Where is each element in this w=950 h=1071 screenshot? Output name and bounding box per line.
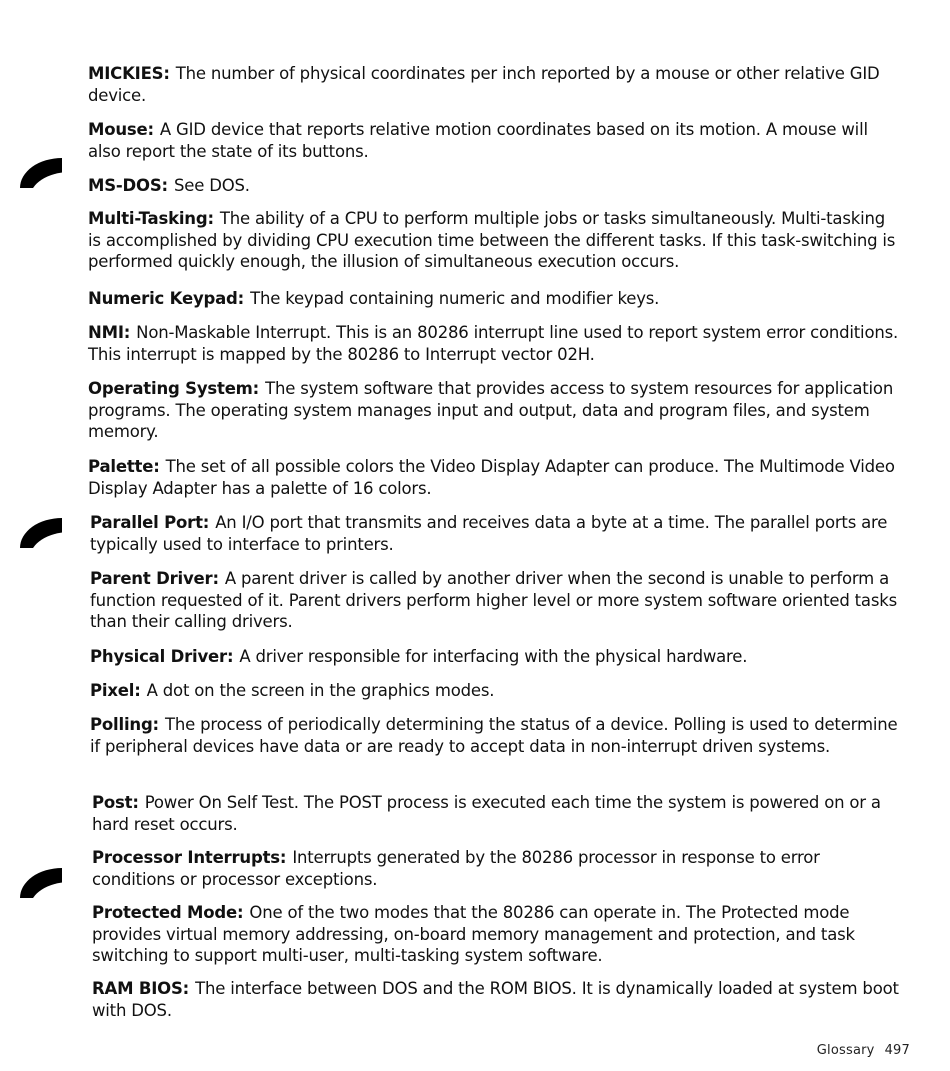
glossary-term: NMI: <box>88 323 131 342</box>
glossary-definition: A parent driver is called by another driver when the second is unable to perform a function requested of it. Parent drivers perform higher level or more system software oriented tasks than their calling drivers. <box>90 569 897 631</box>
glossary-definition: An I/O port that transmits and receives data a byte at a time. The parallel ports are typically used to interface to printers. <box>90 513 888 554</box>
glossary-definition: See DOS. <box>173 176 250 195</box>
glossary-entry-parent-driver <box>90 568 902 633</box>
glossary-term: RAM BIOS: <box>92 979 190 998</box>
glossary-definition: A driver responsible for interfacing with the physical hardware. <box>239 647 748 666</box>
glossary-entry-nmi <box>88 322 900 365</box>
glossary-entry-mickies <box>88 63 900 106</box>
glossary-definition: The ability of a CPU to perform multiple jobs or tasks simultaneously. Multi-tasking is accomplished by dividing CPU execution time between the different tasks. If this task-switching is performed quickly enough, the illusion of simultaneous execution occurs. <box>88 209 896 271</box>
glossary-term: Parent Driver: <box>90 569 219 588</box>
glossary-entry-protected-mode <box>92 902 904 967</box>
glossary-definition: The process of periodically determining the status of a device. Polling is used to determine if peripheral devices have data or are ready to accept data in non-interrupt driven systems. <box>90 715 898 756</box>
glossary-term: Physical Driver: <box>90 647 234 666</box>
glossary-term: MICKIES: <box>88 64 170 83</box>
glossary-entry-ms-dos <box>88 175 900 197</box>
glossary-entry-mouse <box>88 119 900 162</box>
glossary-entry-pixel <box>90 680 902 702</box>
glossary-definition: Power On Self Test. The POST process is executed each time the system is powered on or a hard reset occurs. <box>92 793 881 834</box>
glossary-entry-numeric-keypad <box>88 288 900 310</box>
glossary-definition: The interface between DOS and the ROM BIOS. It is dynamically loaded at system boot with DOS. <box>92 979 899 1020</box>
glossary-entry-parallel-port <box>90 512 902 555</box>
glossary-entry-palette <box>88 456 900 499</box>
glossary-entry-operating-system <box>88 378 900 443</box>
binder-hole-mark <box>20 158 62 188</box>
footer-section-title: Glossary <box>816 1043 875 1058</box>
glossary-term: Operating System: <box>88 379 260 398</box>
glossary-definition: A dot on the screen in the graphics modes. <box>146 681 495 700</box>
glossary-term: Processor Interrupts: <box>92 848 287 867</box>
glossary-entry-multi-tasking <box>88 208 900 273</box>
glossary-term: Polling: <box>90 715 159 734</box>
glossary-term: Numeric Keypad: <box>88 289 245 308</box>
glossary-term: MS-DOS: <box>88 176 168 195</box>
glossary-definition: A GID device that reports relative motion coordinates based on its motion. A mouse will also report the state of its buttons. <box>88 120 868 161</box>
glossary-term: Pixel: <box>90 681 141 700</box>
glossary-entry-physical-driver <box>90 646 902 668</box>
glossary-definition: The system software that provides access to system resources for application programs. The operating system manages input and output, data and program files, and system memory. <box>88 379 894 441</box>
glossary-term: Parallel Port: <box>90 513 210 532</box>
glossary-term: Post: <box>92 793 139 812</box>
glossary-definition: Interrupts generated by the 80286 processor in response to error conditions or processor exceptions. <box>92 848 820 889</box>
binder-hole-mark <box>20 868 62 898</box>
glossary-term: Mouse: <box>88 120 154 139</box>
glossary-definition: The number of physical coordinates per inch reported by a mouse or other relative GID device. <box>88 64 880 105</box>
glossary-definition: The set of all possible colors the Video Display Adapter can produce. The Multimode Video Display Adapter has a palette of 16 colors. <box>88 457 895 498</box>
glossary-entry-ram-bios <box>92 978 904 1021</box>
glossary-entry-post <box>92 792 904 835</box>
glossary-definition: Non-Maskable Interrupt. This is an 80286 interrupt line used to report system error conditions. This interrupt is mapped by the 80286 to Interrupt vector 02H. <box>88 323 899 364</box>
glossary-definition: The keypad containing numeric and modifier keys. <box>250 289 660 308</box>
glossary-entry-processor-interrupts <box>92 847 904 890</box>
glossary-term: Palette: <box>88 457 160 476</box>
page-footer <box>817 1043 910 1058</box>
page-number: 497 <box>884 1043 910 1058</box>
binder-hole-mark <box>20 518 62 548</box>
glossary-entry-polling <box>90 714 902 757</box>
glossary-term: Protected Mode: <box>92 903 244 922</box>
glossary-definition: One of the two modes that the 80286 can operate in. The Protected mode provides virtual memory addressing, on-board memory management and protection, and task switching to support multi-user, multi-tasking system software. <box>92 903 855 965</box>
glossary-term: Multi-Tasking: <box>88 209 214 228</box>
